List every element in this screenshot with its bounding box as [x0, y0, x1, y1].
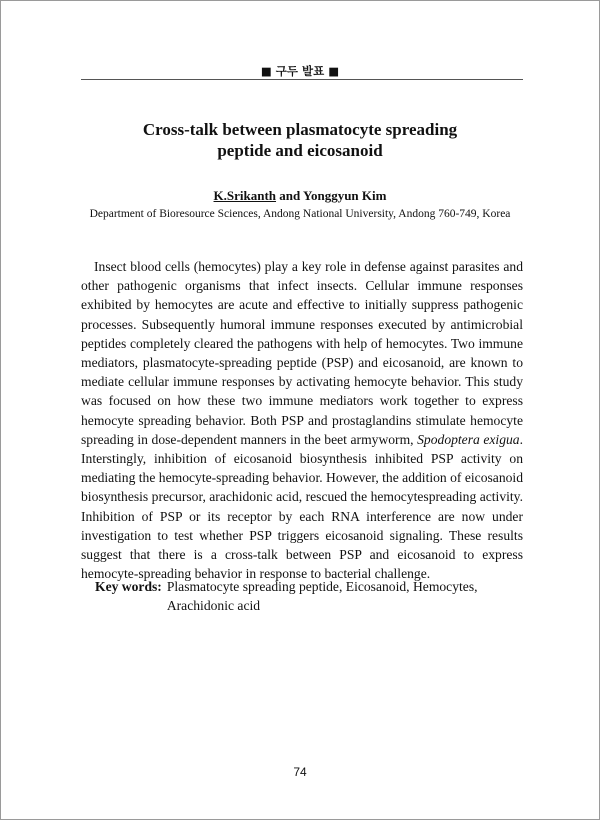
title-line-2: peptide and eicosanoid: [217, 141, 383, 160]
keywords-label: Key words:: [95, 579, 162, 594]
abstract-body: [81, 257, 523, 583]
section-header: ■ 구두 발표 ■: [260, 64, 340, 78]
page-number: 74: [293, 765, 307, 779]
keywords-text: Plasmatocyte spreading peptide, Eicosanoid, Hemocytes, Arachidonic acid: [166, 579, 478, 613]
abstract-text-part-2: . Interstingly, inhibition of eicosanoid biosynthesis inhibited PSP activity on mediating the hemocyte-spreading behavior. However, the addition of eicosanoid biosynthesis precursor, arachidonic acid, rescued the hemocytespreading activity. Inhibition of PSP or its receptor by each RNA interference are now under investigation to test whether PSP triggers eicosanoid signaling. These results suggest that there is a cross-talk between PSP and eicosanoid to express hemocyte-spreading behavior in response to bacterial challenge.: [81, 431, 524, 582]
presenting-author: K.Srikanth: [213, 188, 277, 203]
paper-title: [1, 119, 599, 161]
title-line-1: Cross-talk between plasmatocyte spreading: [142, 120, 458, 139]
author-connector: and: [276, 188, 304, 203]
header-rule: [81, 79, 523, 80]
keywords: [95, 577, 527, 615]
author-list: [1, 188, 599, 204]
species-name: Spodoptera exigua: [417, 431, 520, 447]
abstract-text-part-1: Insect blood cells (hemocytes) play a key role in defense against parasites and other pathogenic organisms that infect insects. Cellular immune responses exhibited by hemocytes are acute and effective to initially suppress pathogenic processes. Subsequently humoral immune responses executed by antimicrobial peptides completely cleared the pathogens with help of hemocytes. Two immune mediators, plasmatocyte-spreading peptide (PSP) and eicosanoid, are known to mediate cellular immune responses by activating hemocyte behavior. This study was focused on how these two immune mediators work together to express hemocyte spreading behavior. Both PSP and prostaglandins stimulate hemocyte spreading in dose-dependent manners in the beet armyworm,: [81, 259, 523, 447]
affiliation: Department of Bioresource Sciences, Andong National University, Andong 760-749, Korea: [89, 208, 511, 220]
co-author: Yonggyun Kim: [303, 188, 387, 203]
